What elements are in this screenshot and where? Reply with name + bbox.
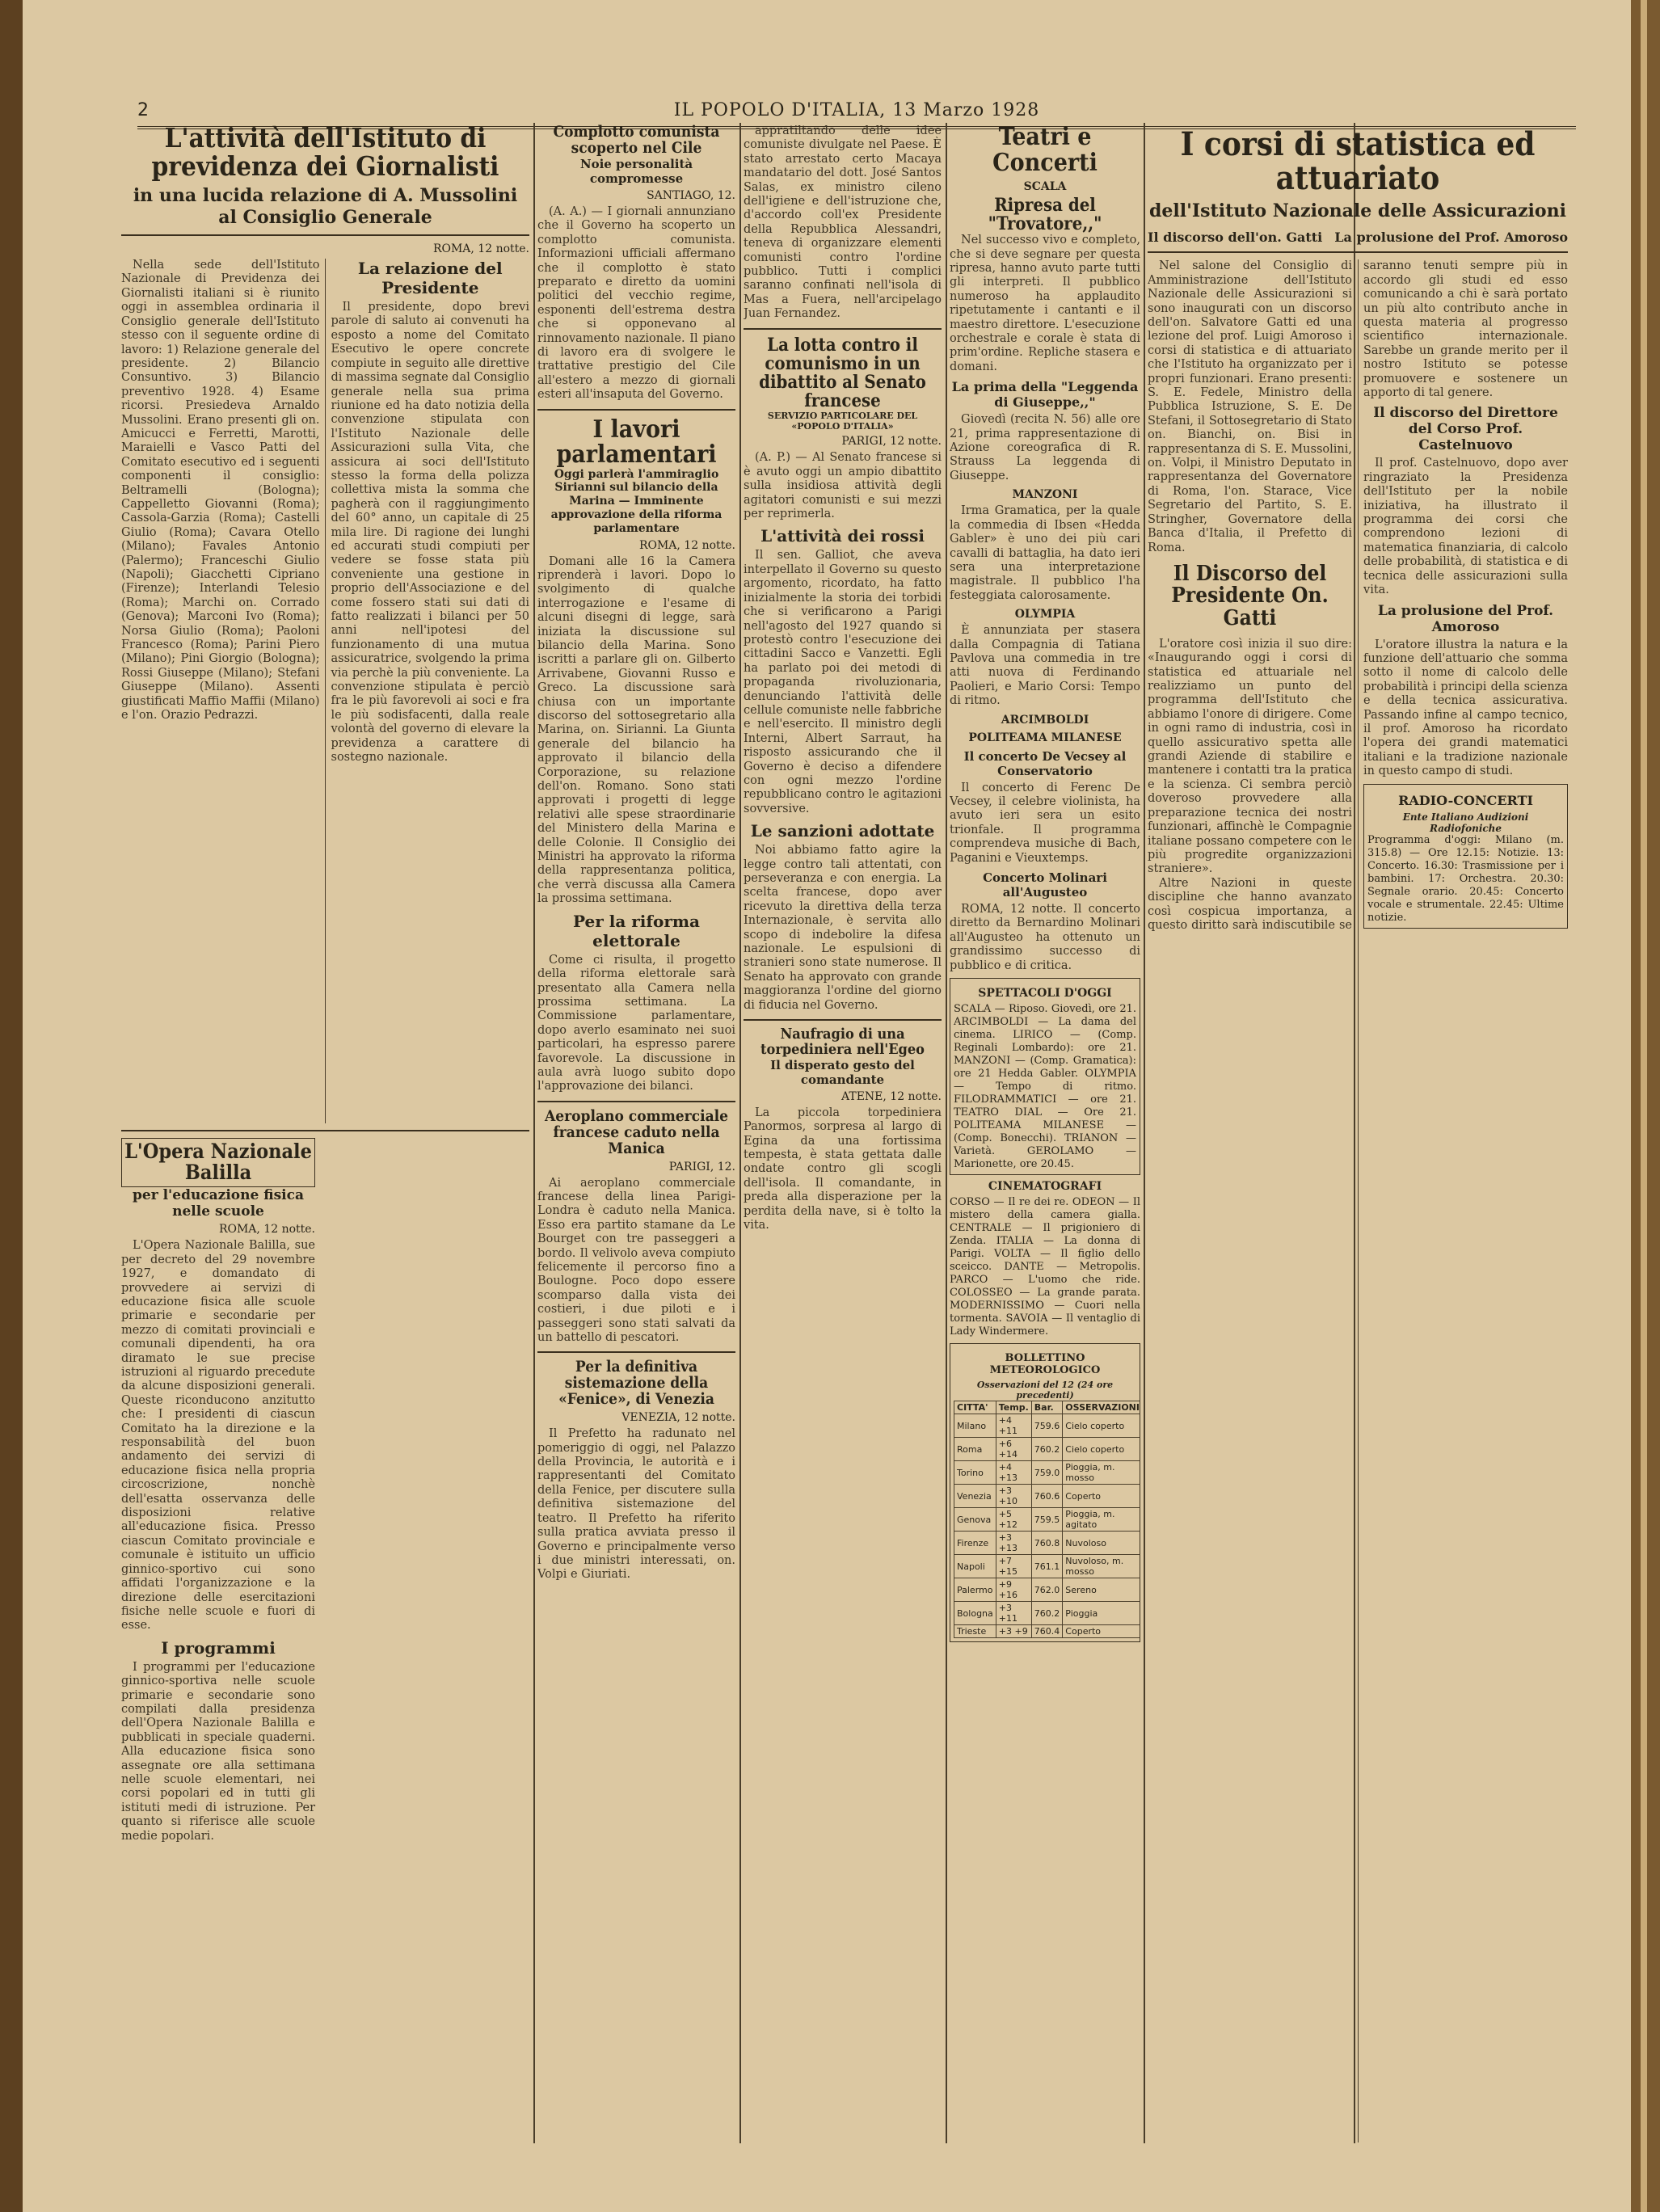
table-cell: Cielo coperto bbox=[1063, 1414, 1140, 1438]
table-cell: Pioggia, m. mosso bbox=[1063, 1461, 1140, 1485]
headline: I lavori parlamentari bbox=[556, 415, 717, 470]
paragraph: Noi abbiamo fatto agire la legge contro tali attentati, con perseveranza e con energia. La scelta francese, dopo aver ricevuto la direttiva della terza Internazionale, è servita allo scopo di indebolire la difesa nazionale. Le espulsioni di stranieri sono state numerose. Il Senato ha approvato con grande maggioranza l'ordine del giorno di fiducia nel Governo. bbox=[744, 844, 942, 1012]
meteo-table bbox=[954, 1401, 1140, 1638]
section-heading: Il discorso del Direttore del Corso Prof. Castelnuovo bbox=[1373, 405, 1558, 454]
table-cell: 760.4 bbox=[1031, 1625, 1063, 1638]
page-edge-highlight bbox=[1641, 0, 1647, 2212]
article-balilla bbox=[121, 1138, 315, 1843]
paragraph: L'oratore così inizia il suo dire: «Inaugurando oggi i corsi di statistica ed attuariale nel realizziamo un punto del programma dell'Istituto che abbiamo l'onore di dirigere. Come in ogni ramo di industria, così in quello assicurativo spetta alle grandi Aziende di stabilire e mantenere i contatti tra la pratica e la scienza. Ci sembra perciò doveroso provvedere alla preparazione tecnica dei nostri funzionari, affinchè le Compagnie italiane possano competere con le più progredite organizzazioni straniere». bbox=[1148, 637, 1352, 876]
table-cell: Roma bbox=[954, 1438, 996, 1461]
section-heading: La prima della "Leggenda di Giuseppe,," bbox=[951, 379, 1139, 411]
subhead: Il disperato gesto del comandante bbox=[770, 1057, 915, 1087]
table-cell: +3 +11 bbox=[996, 1602, 1031, 1625]
section-heading: SPETTACOLI D'OGGI bbox=[978, 987, 1112, 1001]
paragraph: La piccola torpediniera Panormos, sorpresa al largo di Egina da una fortissima tempesta, è stata gettata dalle ondate contro gli scogli dell'isola. Il comandante, in preda alla disperazione per la perdita della nave, si è tolto la vita. bbox=[744, 1106, 942, 1232]
headline: Teatri e Concerti bbox=[992, 123, 1098, 177]
table-cell: +3 +10 bbox=[996, 1485, 1031, 1508]
table-cell: Torino bbox=[954, 1461, 996, 1485]
paragraph: Giovedì (recita N. 56) alle ore 21, prima rappresentazione di Azione coreografica di R. Strauss La leggenda di Giuseppe. bbox=[950, 413, 1140, 482]
paragraph: Il Prefetto ha radunato nel pomeriggio di oggi, nel Palazzo della Provincia, le autorità e i rappresentanti del Comitato della Fenice, per discutere sulla definitiva sistemazione del teatro. Il Prefetto ha riferito sulla pratica avviata presso il Governo e principalmente verso i due ministri interessati, on. Volpi e Giuriati. bbox=[537, 1427, 735, 1582]
table-cell: 761.1 bbox=[1031, 1555, 1063, 1578]
table-cell: Nuvoloso, m. mosso bbox=[1063, 1555, 1140, 1578]
divider bbox=[744, 328, 942, 330]
divider bbox=[1148, 251, 1568, 253]
section-heading: MANZONI bbox=[1012, 488, 1078, 502]
article-giornalisti bbox=[121, 121, 529, 2206]
section-heading: ARCIMBOLDI bbox=[1001, 713, 1089, 727]
divider bbox=[744, 1019, 942, 1021]
paragraph: Nel successo vivo e completo, che si deve segnare per questa ripresa, hanno avuto parte tutti gli interpreti. Il pubblico numeroso ha applaudito ripetutamente i cantanti e il maestro direttore. L'esecuzione orchestrale e corale è stata di prim'ordine. Repliche stasera e domani. bbox=[950, 234, 1140, 373]
table-cell: Nuvoloso bbox=[1063, 1532, 1140, 1555]
binding-edge bbox=[0, 0, 23, 2212]
headline: L'Opera Nazionale Balilla bbox=[121, 1138, 315, 1187]
listing: Programma d'oggi: Milano (m. 315.8) — Ore 12.15: Notizie. 13: Concerto. 16.30: Trasmissione per i bambini. 17: Orchestra. 20.30: Segnale orario. 20.45: Concerto vocale e strumentale. 22.45: Ultime notizie. bbox=[1367, 834, 1564, 925]
article-body-columns bbox=[121, 259, 529, 1123]
column-rule bbox=[1144, 123, 1145, 2143]
headline: La lotta contro il comunismo in un dibattito al Senato francese bbox=[759, 334, 926, 411]
subhead: dell'Istituto Nazionale delle Assicurazioni bbox=[1149, 200, 1566, 221]
section-heading: SCALA bbox=[1023, 180, 1067, 193]
paragraph: appratiltando delle idee comuniste divulgate nel Paese. È stato arrestato certo Macaya mandatario del dott. José Santos Salas, ex ministro cileno dell'igiene e dell'istruzione che, d'accordo coll'ex Presidente della Repubblica Alessandri, teneva di organizzare elementi comunisti contro l'ordine pubblico. Tutti i complici saranno confinati nell'isola di Mas a Fuera, nell'arcipelago Juan Fernandez. bbox=[744, 124, 942, 321]
paragraph: Nella sede dell'Istituto Nazionale di Previdenza dei Giornalisti italiani si è riunito oggi in assemblea ordinaria il Consiglio generale dell'Istituto stesso con il seguente ordine di lavoro: 1) Relazione generale del presidente. 2) Bilancio Consuntivo. 3) Bilancio preventivo 1928. 4) Esame ricorsi. Presiedeva Arnaldo Mussolini. Erano presenti gli on. Amicucci e Ferretti, Marotti, Maraielli e Vasco Patti del Comitato esecutivo ed i seguenti componenti il consiglio: Beltramelli (Bologna); Cappelletto Giovanni (Roma); Cassola-Garzia (Roma); Castelli Giulio (Roma); Cavara Otello (Milano); Favales Antonio (Palermo); Franceschi Giulio (Napoli); Giacchetti Cipriano (Firenze); Interlandi Telesio (Roma); Marchi on. Corrado (Genova); Marconi Ivo (Roma); Norsa Giulio (Roma); Paoloni Francesco (Roma); Parini Piero (Milano); Pini Giorgio (Bologna); Rossi Giuseppe (Milano); Stefani Giuseppe (Milano). Assenti giustificati Maffio Maffii (Milano) e l'on. Orazio Pedrazzi. bbox=[121, 259, 320, 723]
subhead: Oggi parlerà l'ammiraglio Sirianni sul bilancio della Marina — Imminente approvazione della riforma parlamentare bbox=[550, 467, 723, 535]
column-rule bbox=[946, 123, 947, 2143]
paragraph: Il sen. Galliot, che aveva interpellato il Governo su questo argomento, ricordato, ha fatto inizialmente la storia dei torbidi che si verificarono a Parigi nell'agosto del 1927 quando si protestò contro l'esecuzione dei cittadini Sacco e Vanzetti. Egli ha parlato poi dei metodi di propaganda rivoluzionaria, denunciando l'attività delle cellule comuniste nelle fabbriche e nell'esercito. Il ministro degli Interni, Albert Sarraut, ha risposto assicurando che il Governo è deciso a difendere con ogni mezzo l'ordine repubblicano contro le agitazioni sovversive. bbox=[744, 549, 942, 815]
headline: Per la definitiva sistemazione della «Fenice», di Venezia bbox=[558, 1358, 714, 1409]
paragraph: È annunziata per stasera dalla Compagnia di Tatiana Pavlova una commedia in tre atti nuova di Ferdinando Paolieri, e Mario Corsi: Tempo di ritmo. bbox=[950, 624, 1140, 708]
section-heading: Concerto Molinari all'Augusteo bbox=[983, 870, 1107, 900]
table-row bbox=[954, 1461, 1141, 1485]
table-row bbox=[954, 1578, 1141, 1602]
table-header-cell: OSSERVAZIONI bbox=[1063, 1401, 1140, 1414]
headline: Aeroplano commerciale francese caduto nella Manica bbox=[544, 1106, 729, 1157]
headline: L'attività dell'Istituto di previdenza dei Giornalisti bbox=[151, 122, 499, 182]
divider bbox=[537, 1101, 735, 1102]
divider bbox=[121, 234, 529, 236]
section-heading: Il concerto De Vecsey al Conservatorio bbox=[963, 748, 1127, 778]
table-cell: +9 +16 bbox=[996, 1578, 1031, 1602]
section-heading: OLYMPIA bbox=[1014, 608, 1076, 621]
table-cell: Sereno bbox=[1063, 1578, 1140, 1602]
meteo-box bbox=[950, 1343, 1140, 1642]
column-rule bbox=[533, 123, 535, 2143]
subhead-row bbox=[1148, 230, 1568, 245]
table-cell: Pioggia, m. agitato bbox=[1063, 1508, 1140, 1532]
table-cell: +3 +9 bbox=[996, 1625, 1031, 1638]
dateline: ROMA, 12 notte. bbox=[638, 538, 735, 552]
divider bbox=[537, 1351, 735, 1353]
table-cell: Bologna bbox=[954, 1602, 996, 1625]
table-cell: Genova bbox=[954, 1508, 996, 1532]
paragraph: ROMA, 12 notte. Il concerto diretto da Bernardino Molinari all'Augusteo ha ottenuto un grandissimo successo di pubblico e di critica. bbox=[950, 903, 1140, 972]
paragraph: L'oratore illustra la natura e la funzione dell'attuario che somma sotto il nome di calcolo delle probabilità i principi della scienza e della tecnica assicurativa. Passando infine al campo tecnico, il prof. Amoroso ha ricordato l'opera dei grandi matematici italiani e la tradizione nazionale in questo campo di studi. bbox=[1363, 638, 1568, 778]
table-cell: Cielo coperto bbox=[1063, 1438, 1140, 1461]
paragraph: Il concerto di Ferenc De Vecsey, il celebre violinista, ha avuto ieri sera un esito trionfale. Il programma comprendeva musiche di Bach, Paganini e Vieuxtemps. bbox=[950, 781, 1140, 865]
table-row bbox=[954, 1625, 1141, 1638]
table-cell: 759.5 bbox=[1031, 1508, 1063, 1532]
section-heading: La relazione del Presidente bbox=[357, 259, 503, 298]
column-2 bbox=[537, 121, 735, 2206]
table-cell: Venezia bbox=[954, 1485, 996, 1508]
table-cell: Milano bbox=[954, 1414, 996, 1438]
table-cell: +3 +13 bbox=[996, 1532, 1031, 1555]
headline: I corsi di statistica ed attuariato bbox=[1180, 125, 1536, 197]
spettacoli-box bbox=[950, 978, 1140, 1175]
column-rule bbox=[739, 123, 741, 2143]
dateline: ROMA, 12 notte. bbox=[432, 242, 529, 256]
table-cell: 759.0 bbox=[1031, 1461, 1063, 1485]
table-cell: Trieste bbox=[954, 1625, 996, 1638]
section-heading: Per la riforma elettorale bbox=[573, 911, 700, 950]
dateline: PARIGI, 12. bbox=[668, 1160, 735, 1173]
subhead-left: Il discorso dell'on. Gatti bbox=[1148, 230, 1323, 246]
table-cell: Coperto bbox=[1063, 1485, 1140, 1508]
table-row bbox=[954, 1438, 1141, 1461]
paragraph: I programmi per l'educazione ginnico-sportiva nelle scuole primarie e secondarie sono compilati dalla presidenza dell'Opera Nazionale Balilla e pubblicati in speciale quaderni. Alla educazione fisica sono assegnate ore alla settimana nelle scuole elementari, nei corsi popolari ed in tutti gli istituti medi di istruzione. Per quanto si riferisce alle scuole medie popolari. bbox=[121, 1660, 315, 1843]
table-cell: 760.2 bbox=[1031, 1438, 1063, 1461]
table-cell: Napoli bbox=[954, 1555, 996, 1578]
subhead: SERVIZIO PARTICOLARE DEL «POPOLO D'ITALIA» bbox=[767, 411, 918, 432]
table-row bbox=[954, 1555, 1141, 1578]
subhead: Ente Italiano Audizioni Radiofoniche bbox=[1402, 811, 1529, 834]
dateline: ATENE, 12 notte. bbox=[841, 1089, 942, 1103]
table-cell: +4 +13 bbox=[996, 1461, 1031, 1485]
listing: SCALA — Riposo. Giovedì, ore 21. ARCIMBOLDI — La dama del cinema. LIRICO — (Comp. Reginali Lombardo): ore 21. MANZONI — (Comp. Gramatica): ore 21 Hedda Gabler. OLYMPIA — Tempo di ritmo. FILODRAMMATICI — ore 21. TEATRO DIAL — Ore 21. POLITEAMA MILANESE — (Comp. Bonecchi). TRIANON — Varietà. GEROLAMO — Marionette, ore 20.45. bbox=[954, 1003, 1136, 1171]
headline: Il Discorso del Presidente On. Gatti bbox=[1171, 561, 1329, 630]
article-statistica bbox=[1148, 121, 1568, 2206]
dateline: ROMA, 12 notte. bbox=[218, 1223, 315, 1237]
table-header-row bbox=[954, 1401, 1141, 1414]
table-row bbox=[954, 1602, 1141, 1625]
paragraph: Domani alle 16 la Camera riprenderà i lavori. Dopo lo svolgimento di qualche interrogazione e l'esame di alcuni disegni di legge, sarà iniziata la discussione sul bilancio della Marina. Sono iscritti a parlare gli on. Gilberto Arrivabene, Giovanni Russo e Greco. La discussione sarà chiusa con un importante discorso del sottosegretario alla Marina, on. Sirianni. La Giunta generale del bilancio ha approvato il bilancio della Corporazione, su relazione dell'on. Romano. Sono stati approvati i progetti di legge relativi alle spese straordinarie del Ministero della Marina e delle Colonie. Il Consiglio dei Ministri ha approvato la riforma della rappresentanza politica, che verrà discussa alla Camera la prossima settimana. bbox=[537, 554, 735, 906]
paragraph: Irma Gramatica, per la quale la commedia di Ibsen «Hedda Gabler» è uno dei più cari cavalli di battaglia, ha dato ieri sera una interpretazione magistrale. Il pubblico l'ha festeggiata calorosamente. bbox=[950, 504, 1140, 602]
table-cell: +5 +12 bbox=[996, 1508, 1031, 1532]
paragraph: Nel salone del Consiglio di Amministrazione dell'Istituto Nazionale delle Assicurazioni si sono inaugurati con un discorso dell'on. Salvatore Gatti ed una lezione del prof. Luigi Amoroso i corsi di statistica e di attuariato che l'Istituto ha organizzato per i propri funzionari. Erano presenti: S. E. Fedele, Ministro della Pubblica Istruzione, S. E. De Stefani, il Sottosegretario di Stato on. Bianchi, on. Bisi in rappresentanza di S. E. Mussolini, on. Volpi, il Ministro Deputato in rappresentanza del Governatore di Roma, l'on. Starace, Vice Segretario del Partito, S. E. Stringher, Governatore della Banca d'Italia, il Prefetto di Roma. bbox=[1148, 259, 1352, 554]
table-cell: 760.2 bbox=[1031, 1602, 1063, 1625]
column-4-teatri bbox=[950, 121, 1140, 2206]
section-heading: L'attività dei rossi bbox=[760, 526, 925, 546]
table-cell: Coperto bbox=[1063, 1625, 1140, 1638]
dateline: SANTIAGO, 12. bbox=[647, 188, 735, 202]
paragraph: Come ci risulta, il progetto della riforma elettorale sarà presentato alla Camera nella prossima settimana. La Commissione parlamentare, dopo averlo esaminato nei suoi particolari, ha espresso parere favorevole. La discussione in aula avrà luogo subito dopo l'approvazione dei bilanci. bbox=[537, 953, 735, 1093]
article-body-columns bbox=[1148, 259, 1568, 2142]
section-heading: RADIO-CONCERTI bbox=[1398, 792, 1533, 808]
subhead: Osservazioni del 12 (24 ore precedenti) bbox=[976, 1380, 1114, 1401]
dateline: VENEZIA, 12 notte. bbox=[621, 1411, 735, 1425]
table-cell: 760.8 bbox=[1031, 1532, 1063, 1555]
table-cell: Pioggia bbox=[1063, 1602, 1140, 1625]
paragraph: Il prof. Castelnuovo, dopo aver ringraziato la Presidenza dell'Istituto per la nobile iniziativa, ha illustrato il programma dei corsi che comprendono lezioni di matematica finanziaria, di calcolo delle probabilità, di statistica e di tecnica delle assicurazioni sulla vita. bbox=[1363, 457, 1568, 597]
table-cell: 760.6 bbox=[1031, 1485, 1063, 1508]
table-cell: Firenze bbox=[954, 1532, 996, 1555]
section-heading: La prolusione del Prof. Amoroso bbox=[1377, 602, 1554, 635]
table-header-cell: Bar. bbox=[1031, 1401, 1063, 1414]
paragraph: Altre Nazioni in queste discipline che hanno avanzato così cospicua importanza, a questo diritto sarà indiscutibile se saranno tenuti sempre più in accordo gli studi ed esso comunicando a chi è sarà portato un più alto contributo anche in questa materia al progresso scientifico internazionale. Sarebbe un grande merito per il nostro Istituto se potesse promuovere e sostenere un apporto di tal genere. bbox=[1148, 259, 1568, 932]
subhead-right: La prolusione del Prof. Amoroso bbox=[1334, 230, 1568, 246]
page-number: 2 bbox=[137, 100, 149, 120]
dateline: PARIGI, 12 notte. bbox=[841, 435, 942, 449]
subhead: Noie personalità compromesse bbox=[579, 156, 693, 186]
radio-box bbox=[1363, 784, 1568, 929]
section-heading: Le sanzioni adottate bbox=[750, 821, 935, 841]
column-3 bbox=[744, 121, 942, 2206]
section-heading: BOLLETTINO METEOROLOGICO bbox=[989, 1352, 1101, 1377]
table-cell: +6 +14 bbox=[996, 1438, 1031, 1461]
table-cell: +4 +11 bbox=[996, 1414, 1031, 1438]
masthead: IL POPOLO D'ITALIA, 13 Marzo 1928 bbox=[673, 100, 1040, 120]
table-cell: 759.6 bbox=[1031, 1414, 1063, 1438]
table-header-cell: CITTA' bbox=[954, 1401, 996, 1414]
table-cell: +7 +15 bbox=[996, 1555, 1031, 1578]
subhead: Ripresa del "Trovatore,," bbox=[988, 195, 1102, 235]
table-cell: Palermo bbox=[954, 1578, 996, 1602]
paragraph: (A. P.) — Al Senato francese si è avuto oggi un ampio dibattito sulla insidiosa attività degli agitatori comunisti e sui mezzi per reprimerla. bbox=[744, 451, 942, 521]
table-row bbox=[954, 1508, 1141, 1532]
headline: Complotto comunista scoperto nel Cile bbox=[553, 123, 720, 157]
section-heading: POLITEAMA MILANESE bbox=[968, 731, 1122, 744]
listing: CORSO — Il re dei re. ODEON — Il mistero della camera gialla. CENTRALE — Il prigioniero di Zenda. ITALIA — La donna di Parigi. VOLTA — Il figlio dello sceicco. DANTE — Metropolis. PARCO — L'uomo che ride. COLOSSEO — La grande parata. MODERNISSIMO — Cuori nella tormenta. SAVOIA — Il ventaglio di Lady Windermere. bbox=[950, 1196, 1140, 1338]
subhead: in una lucida relazione di A. Mussolini al Consiglio Generale bbox=[133, 185, 518, 228]
paragraph: Ai aeroplano commerciale francese della linea Parigi-Londra è caduto nella Manica. Esso era partito stamane da Le Bourget con tre passeggeri a bordo. Il velivolo aveva compiuto felicemente il percorso fino a Boulogne. Poco dopo essere scomparso dalla vista dei costieri, i due piloti e i passeggeri sono stati salvati da un battello di pescatori. bbox=[537, 1176, 735, 1345]
section-heading: I programmi bbox=[161, 1637, 276, 1658]
divider bbox=[121, 1130, 529, 1131]
divider bbox=[537, 409, 735, 411]
table-header-cell: Temp. bbox=[996, 1401, 1031, 1414]
subhead: per l'educazione fisica nelle scuole bbox=[133, 1186, 304, 1220]
table-row bbox=[954, 1414, 1141, 1438]
paragraph: Il presidente, dopo brevi parole di saluto ai convenuti ha esposto a nome del Comitato Esecutivo le opere concrete compiute in seguito alle direttive di massima segnate dal Consiglio generale nella sua prima riunione ed ha dato notizia della convenzione stipulata con l'Istituto Nazionale delle Assicurazioni sulla Vita, che assicura ai soci dell'Istituto stesso la forma della polizza collettiva mista la somma che pagherà con il raggiungimento del 60° anno, un capitale di 25 mila lire. Di ragione dei lunghi ed accurati studi compiuti per vedere se fosse stata più conveniente una gestione in proprio dell'Associazione e del come fossero stati sui dati di fatto realizzati i bilanci per 50 anni nell'ipotesi del funzionamento di una mutua assicuratrice, svolgendo la prima via perchè la più conveniente. La convenzione stipulata è perciò fra le più favorevoli ai soci e fra le più sodisfacenti, dalla reale volontà del governo di elevare la previdenza a carattere di sostegno nazionale. bbox=[331, 301, 529, 765]
section-heading: CINEMATOGRAFI bbox=[988, 1180, 1102, 1194]
headline: Naufragio di una torpediniera nell'Egeo bbox=[760, 1026, 925, 1058]
table-cell: 762.0 bbox=[1031, 1578, 1063, 1602]
table-body bbox=[954, 1414, 1141, 1638]
paragraph: L'Opera Nazionale Balilla, sue per decreto del 29 novembre 1927, e domandato di provvedere ai servizi di educazione fisica alle scuole primarie e secondarie per mezzo di comitati provinciali e comunali dipendenti, ha ora diramato le sue precise istruzioni al riguardo precedute da alcune disposizioni generali. Queste riconducono anzitutto che: I presidenti di ciascun Comitato ha la direzione e la responsabilità del buon andamento dei servizi di educazione fisica nella propria circoscrizione, nonchè dell'esatta osservanza delle disposizioni relative all'educazione fisica. Presso ciascun Comitato provinciale e comunale è istituito un ufficio ginnico-sportivo cui sono affidati l'organizzazione e la direzione delle esercitazioni fisiche nelle scuole e fuori di esse. bbox=[121, 1239, 315, 1633]
table-row bbox=[954, 1532, 1141, 1555]
table-row bbox=[954, 1485, 1141, 1508]
paragraph: (A. A.) — I giornali annunziano che il Governo ha scoperto un complotto comunista. Informazioni ufficiali affermano che il complotto è stato preparato e diretto da uomini politici del vecchio regime, esponenti dell'estrema destra che si opponevano al rinnovamento nazionale. Il piano di lavoro era di svolgere le trattative prestigio del Cile all'estero a mezzo di giornali esteri all'insaputa del Governo. bbox=[537, 204, 735, 402]
